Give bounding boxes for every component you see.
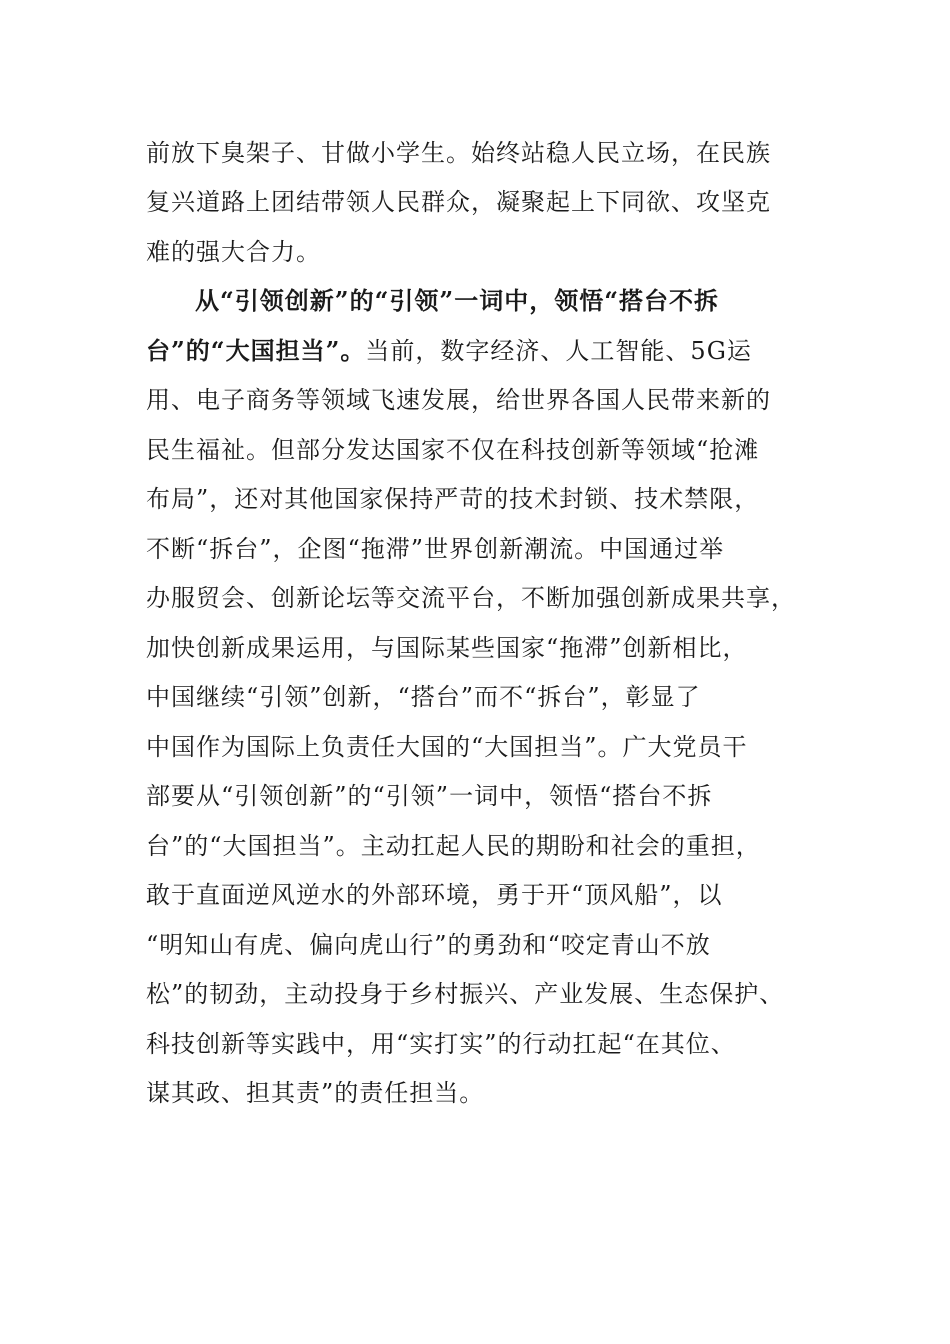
paragraph-line: 用、电子商务等领域飞速发展，给世界各国人民带来新的 bbox=[146, 386, 771, 414]
paragraph-line: 部要从“引领创新”的“引领”一词中，领悟“搭台不拆 bbox=[146, 782, 713, 810]
paragraph-line: 中国继续“引领”创新，“搭台”而不“拆台”，彰显了 bbox=[146, 683, 701, 711]
paragraph-line: 难的强大合力。 bbox=[146, 238, 321, 266]
paragraph-line: 复兴道路上团结带领人民群众，凝聚起上下同欲、攻坚克 bbox=[146, 188, 771, 216]
paragraph-line: 台”的“大国担当”。主动扛起人民的期盼和社会的重担， bbox=[146, 832, 761, 860]
paragraph-line: 前放下臭架子、甘做小学生。始终站稳人民立场，在民族 bbox=[146, 139, 771, 167]
paragraph-line bbox=[146, 335, 752, 367]
paragraph-line: 中国作为国际上负责任大国的“大国担当”。广大党员干 bbox=[146, 733, 748, 761]
paragraph-line: 不断“拆台”，企图“拖滞”世界创新潮流。中国通过举 bbox=[146, 535, 725, 563]
paragraph-heading-line: 从“引领创新”的“引领”一词中，领悟“搭台不拆 bbox=[195, 286, 720, 315]
paragraph-line: 办服贸会、创新论坛等交流平台，不断加强创新成果共享， bbox=[146, 584, 796, 612]
paragraph-heading-end: 台”的“大国担当”。 bbox=[146, 336, 366, 365]
paragraph-line: 民生福祉。但部分发达国家不仅在科技创新等领域“抢滩 bbox=[146, 436, 760, 464]
paragraph-text: 当前，数字经济、人工智能、5G运 bbox=[365, 337, 752, 365]
paragraph-line: “明知山有虎、偏向虎山行”的勇劲和“咬定青山不放 bbox=[146, 931, 711, 959]
paragraph-line: 松”的韧劲，主动投身于乡村振兴、产业发展、生态保护、 bbox=[146, 980, 785, 1008]
paragraph-line: 敢于直面逆风逆水的外部环境，勇于开“顶风船”，以 bbox=[146, 881, 723, 909]
paragraph-line: 加快创新成果运用，与国际某些国家“拖滞”创新相比， bbox=[146, 634, 748, 662]
paragraph-line: 科技创新等实践中，用“实打实”的行动扛起“在其位、 bbox=[146, 1030, 736, 1058]
paragraph-line: 布局”，还对其他国家保持严苛的技术封锁、技术禁限， bbox=[146, 485, 760, 513]
paragraph-line: 谋其政、担其责”的责任担当。 bbox=[146, 1079, 485, 1107]
